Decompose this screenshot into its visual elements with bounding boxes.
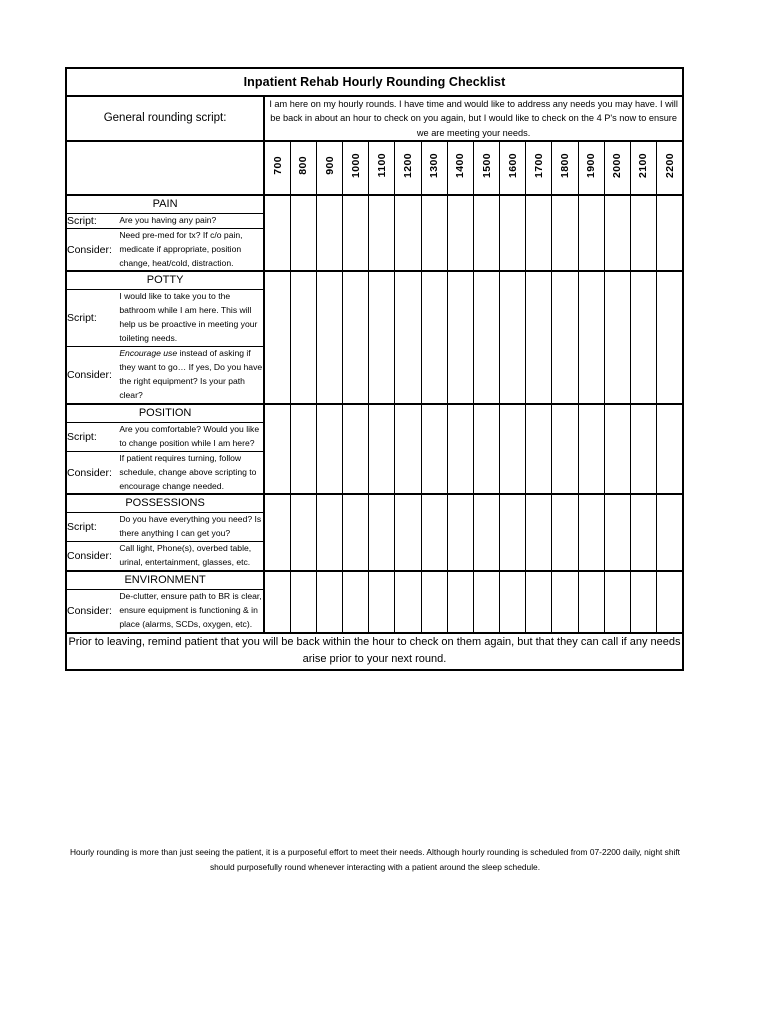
tick-cell-pain-1800[interactable] [552, 195, 578, 272]
consider-text-environment: De-clutter, ensure path to BR is clear, ensure equipment is functioning & in place (alarms, SCDs, oxygen, etc). [119, 590, 264, 633]
hour-label: 800 [297, 155, 310, 175]
tick-cell-environment-1700[interactable] [526, 571, 552, 633]
tick-cell-possessions-1000[interactable] [343, 494, 369, 571]
tick-cell-position-1500[interactable] [473, 404, 499, 495]
section-title-row-potty [66, 271, 683, 290]
tick-cell-potty-1800[interactable] [552, 271, 578, 403]
tick-cell-possessions-800[interactable] [290, 494, 316, 571]
tick-cell-pain-900[interactable] [317, 195, 343, 272]
hour-column-header-1800 [552, 141, 578, 195]
closing-banner: Prior to leaving, remind patient that you will be back within the hour to check on them again, but that they can call if any needs arise prior to your next round. [66, 633, 683, 670]
tick-cell-potty-1500[interactable] [473, 271, 499, 403]
tick-cell-environment-1900[interactable] [578, 571, 604, 633]
consider-label: Consider: [66, 347, 119, 404]
tick-cell-potty-700[interactable] [264, 271, 290, 403]
tick-cell-possessions-1300[interactable] [421, 494, 447, 571]
tick-cell-pain-2100[interactable] [630, 195, 656, 272]
title-row [66, 68, 683, 96]
tick-cell-environment-1800[interactable] [552, 571, 578, 633]
tick-cell-environment-700[interactable] [264, 571, 290, 633]
general-script-label: General rounding script: [66, 96, 264, 141]
tick-cell-potty-2100[interactable] [630, 271, 656, 403]
consider-emphasis: Encourage use [119, 348, 178, 359]
hour-label: 2200 [663, 152, 676, 178]
hour-label: 1200 [402, 152, 415, 178]
hour-column-header-1500 [473, 141, 499, 195]
tick-cell-position-800[interactable] [290, 404, 316, 495]
tick-cell-pain-1600[interactable] [500, 195, 526, 272]
script-text-position: Are you comfortable? Would you like to change position while I am here? [119, 422, 264, 451]
script-label: Script: [66, 513, 119, 542]
hour-column-header-700 [264, 141, 290, 195]
tick-cell-position-1700[interactable] [526, 404, 552, 495]
tick-cell-position-1100[interactable] [369, 404, 395, 495]
hour-label: 1400 [454, 152, 467, 178]
hour-label: 2100 [637, 152, 650, 178]
hour-column-header-1700 [526, 141, 552, 195]
tick-cell-environment-1300[interactable] [421, 571, 447, 633]
tick-cell-pain-1900[interactable] [578, 195, 604, 272]
tick-cell-environment-1100[interactable] [369, 571, 395, 633]
general-script-row [66, 96, 683, 141]
tick-cell-position-900[interactable] [317, 404, 343, 495]
tick-cell-potty-1000[interactable] [343, 271, 369, 403]
hour-header-spacer [66, 141, 264, 195]
tick-cell-pain-1400[interactable] [447, 195, 473, 272]
tick-cell-pain-1300[interactable] [421, 195, 447, 272]
consider-label: Consider: [66, 590, 119, 633]
tick-cell-environment-1500[interactable] [473, 571, 499, 633]
tick-cell-environment-1000[interactable] [343, 571, 369, 633]
hour-label: 1300 [428, 152, 441, 178]
tick-cell-potty-2000[interactable] [604, 271, 630, 403]
hourly-rounding-table [65, 67, 684, 671]
tick-cell-pain-1100[interactable] [369, 195, 395, 272]
tick-cell-position-1000[interactable] [343, 404, 369, 495]
hour-column-header-2200 [657, 141, 683, 195]
hour-label: 1900 [585, 152, 598, 178]
document-title: Inpatient Rehab Hourly Rounding Checklist [66, 68, 683, 96]
consider-text-position: If patient requires turning, follow schedule, change above scripting to encourage change needed. [119, 451, 264, 494]
consider-label: Consider: [66, 542, 119, 571]
hour-column-header-1300 [421, 141, 447, 195]
tick-cell-environment-800[interactable] [290, 571, 316, 633]
hour-column-header-2100 [630, 141, 656, 195]
tick-cell-potty-800[interactable] [290, 271, 316, 403]
hour-column-header-1600 [500, 141, 526, 195]
tick-cell-environment-2100[interactable] [630, 571, 656, 633]
hour-column-header-1900 [578, 141, 604, 195]
tick-cell-potty-1100[interactable] [369, 271, 395, 403]
section-title-pain: PAIN [66, 195, 264, 214]
script-label: Script: [66, 213, 119, 228]
hour-column-header-1000 [343, 141, 369, 195]
hour-label: 900 [323, 155, 336, 175]
consider-text-possessions: Call light, Phone(s), overbed table, urinal, entertainment, glasses, etc. [119, 542, 264, 571]
tick-cell-position-1600[interactable] [500, 404, 526, 495]
tick-cell-position-2200[interactable] [657, 404, 683, 495]
tick-cell-possessions-1200[interactable] [395, 494, 421, 571]
hour-header-row [66, 141, 683, 195]
section-title-potty: POTTY [66, 271, 264, 290]
tick-cell-environment-1600[interactable] [500, 571, 526, 633]
tick-cell-position-2100[interactable] [630, 404, 656, 495]
tick-cell-environment-900[interactable] [317, 571, 343, 633]
tick-cell-potty-1900[interactable] [578, 271, 604, 403]
checklist-sheet [65, 67, 684, 671]
tick-cell-pain-1000[interactable] [343, 195, 369, 272]
tick-cell-potty-1700[interactable] [526, 271, 552, 403]
tick-cell-possessions-1700[interactable] [526, 494, 552, 571]
general-script-text: I am here on my hourly rounds. I have time and would like to address any needs you may have. I will be back in about an hour to check on you again, but I would like to check on the 4 P's now to ensure we are meeting your needs. [264, 96, 683, 141]
tick-cell-position-700[interactable] [264, 404, 290, 495]
script-text-pain: Are you having any pain? [119, 213, 264, 228]
tick-cell-environment-1200[interactable] [395, 571, 421, 633]
tick-cell-possessions-1900[interactable] [578, 494, 604, 571]
section-title-row-position [66, 404, 683, 423]
hour-column-header-2000 [604, 141, 630, 195]
tick-cell-possessions-1100[interactable] [369, 494, 395, 571]
tick-cell-pain-2200[interactable] [657, 195, 683, 272]
hour-column-header-900 [317, 141, 343, 195]
hour-label: 1600 [506, 152, 519, 178]
tick-cell-possessions-1500[interactable] [473, 494, 499, 571]
tick-cell-position-1900[interactable] [578, 404, 604, 495]
tick-cell-pain-1700[interactable] [526, 195, 552, 272]
tick-cell-pain-1500[interactable] [473, 195, 499, 272]
tick-cell-possessions-2200[interactable] [657, 494, 683, 571]
tick-cell-potty-900[interactable] [317, 271, 343, 403]
hour-column-header-800 [290, 141, 316, 195]
tick-cell-position-1300[interactable] [421, 404, 447, 495]
consider-label: Consider: [66, 228, 119, 271]
footnote-text: Hourly rounding is more than just seeing the patient, it is a purposeful effort to meet their needs. Although hourly rounding is scheduled from 07-2200 daily, night shift should purposefully round whenever interacting with a patient around the sleep schedule. [69, 847, 681, 872]
hour-label: 1500 [480, 152, 493, 178]
tick-cell-environment-2200[interactable] [657, 571, 683, 633]
script-text-potty: I would like to take you to the bathroom while I am here. This will help us be proactive in meeting your toileting needs. [119, 290, 264, 347]
tick-cell-position-2000[interactable] [604, 404, 630, 495]
tick-cell-possessions-2000[interactable] [604, 494, 630, 571]
hour-column-header-1200 [395, 141, 421, 195]
hour-label: 1700 [532, 152, 545, 178]
section-title-environment: ENVIRONMENT [66, 571, 264, 590]
tick-cell-possessions-700[interactable] [264, 494, 290, 571]
tick-cell-potty-1300[interactable] [421, 271, 447, 403]
tick-cell-potty-1600[interactable] [500, 271, 526, 403]
tick-cell-possessions-1400[interactable] [447, 494, 473, 571]
tick-cell-possessions-1800[interactable] [552, 494, 578, 571]
consider-label: Consider: [66, 451, 119, 494]
tick-cell-pain-2000[interactable] [604, 195, 630, 272]
hour-label: 1100 [375, 153, 388, 178]
section-title-row-possessions [66, 494, 683, 513]
tick-cell-potty-2200[interactable] [657, 271, 683, 403]
tick-cell-position-1800[interactable] [552, 404, 578, 495]
hour-label: 1800 [558, 152, 571, 178]
section-title-row-pain [66, 195, 683, 214]
hour-column-header-1100 [369, 141, 395, 195]
tick-cell-possessions-900[interactable] [317, 494, 343, 571]
tick-cell-pain-700[interactable] [264, 195, 290, 272]
script-label: Script: [66, 290, 119, 347]
tick-cell-possessions-2100[interactable] [630, 494, 656, 571]
consider-text-potty [119, 347, 264, 404]
hour-label: 700 [271, 155, 284, 175]
tick-cell-position-1200[interactable] [395, 404, 421, 495]
tick-cell-pain-800[interactable] [290, 195, 316, 272]
hour-label: 2000 [611, 152, 624, 178]
tick-cell-environment-2000[interactable] [604, 571, 630, 633]
tick-cell-environment-1400[interactable] [447, 571, 473, 633]
consider-text-rest: instead of asking if they want to go… If yes, Do you have the right equipment? Is your path clear? [119, 348, 263, 400]
tick-cell-potty-1400[interactable] [447, 271, 473, 403]
tick-cell-position-1400[interactable] [447, 404, 473, 495]
consider-text-pain: Need pre-med for tx? If c/o pain, medicate if appropriate, position change, heat/cold, distraction. [119, 228, 264, 271]
hour-label: 1000 [349, 152, 362, 178]
section-title-row-environment [66, 571, 683, 590]
tick-cell-pain-1200[interactable] [395, 195, 421, 272]
closing-banner-row [66, 633, 683, 670]
tick-cell-potty-1200[interactable] [395, 271, 421, 403]
section-title-position: POSITION [66, 404, 264, 423]
hour-column-header-1400 [447, 141, 473, 195]
section-title-possessions: POSSESSIONS [66, 494, 264, 513]
script-text-possessions: Do you have everything you need? Is there anything I can get you? [119, 513, 264, 542]
tick-cell-possessions-1600[interactable] [500, 494, 526, 571]
script-label: Script: [66, 422, 119, 451]
